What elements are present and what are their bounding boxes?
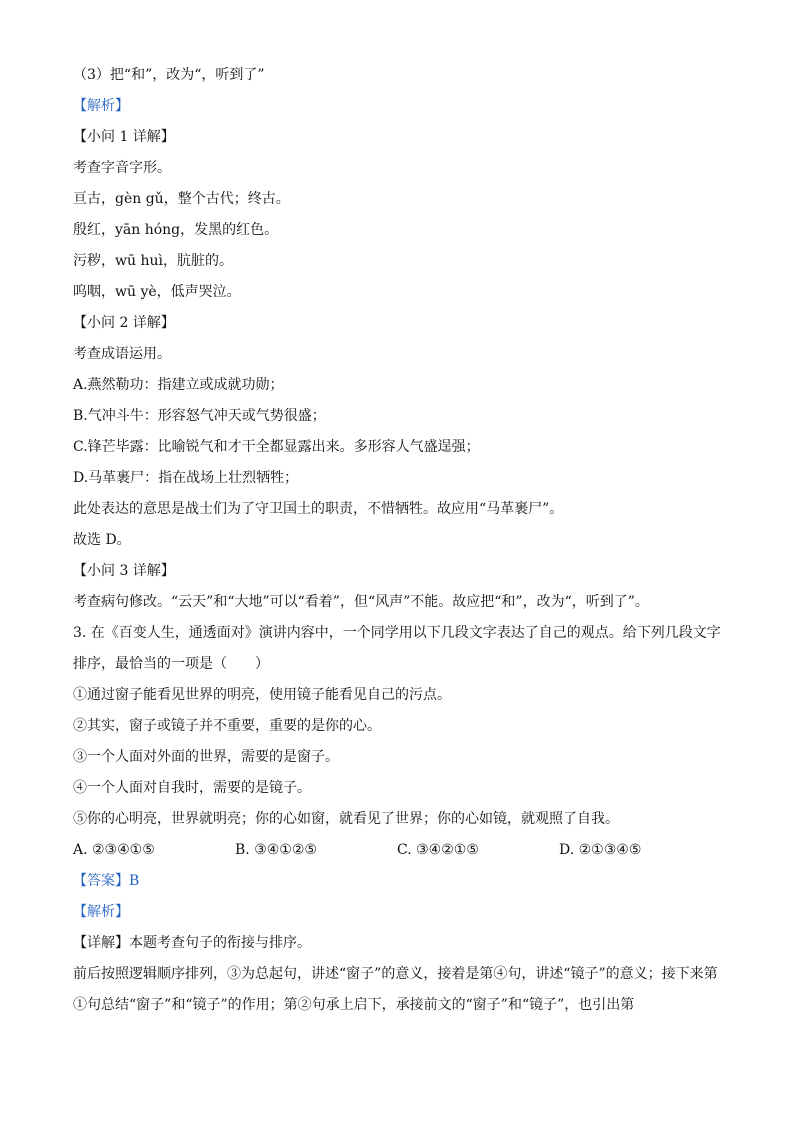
answer-tag: 【答案】B <box>73 873 140 889</box>
option-explanation-c: C.锋芒毕露：比喻锐气和才干全都显露出来。多形容人气盛逞强； <box>73 439 480 455</box>
paragraph: 此处表达的意思是战士们为了守卫国土的职责，不惜牺牲。故应用“马革裹尸”。 <box>73 501 564 517</box>
analysis-tag: 【解析】 <box>73 904 129 920</box>
document-page <box>73 60 721 1021</box>
option-explanation-d: D.马革裹尸：指在战场上壮烈牺牲； <box>73 470 299 486</box>
paragraph: 殷红，yān hóng，发黑的红色。 <box>73 222 279 238</box>
sentence-4: ④一个人面对自我时，需要的是镜子。 <box>73 780 311 796</box>
option-explanation-a: A.燕然勒功：指建立或成就功勋； <box>73 377 284 393</box>
question-3-stem: 3. 在《百变人生，通透面对》演讲内容中，一个同学用以下几段文字表达了自己的观点。给下列几段文字排序，最恰当的一项是（ ） <box>73 625 721 672</box>
detail-heading: 【详解】本题考查句子的衔接与排序。 <box>73 935 311 951</box>
paragraph: 考查成语运用。 <box>73 346 171 362</box>
option-b: B. ③④①②⑤ <box>235 842 317 858</box>
paragraph: 考查字音字形。 <box>73 160 171 176</box>
paragraph: 考查病句修改。“云天”和“大地”可以“看着”，但“风声”不能。故应把“和”，改为“，听到了”。 <box>73 594 649 610</box>
option-explanation-b: B.气冲斗牛：形容怒气冲天或气势很盛； <box>73 408 326 424</box>
sub-question-3-heading: 【小问 3 详解】 <box>73 563 175 579</box>
paragraph: 亘古，gèn gǔ，整个古代；终古。 <box>73 191 290 207</box>
analysis-tag: 【解析】 <box>73 98 129 114</box>
answer-options <box>73 835 721 866</box>
sub-question-1-heading: 【小问 1 详解】 <box>73 129 175 145</box>
sentence-3: ③一个人面对外面的世界，需要的是窗子。 <box>73 749 339 765</box>
option-d: D. ②①③④⑤ <box>559 842 642 858</box>
paragraph: 故选 D。 <box>73 532 131 548</box>
sentence-5: ⑤你的心明亮，世界就明亮；你的心如窗，就看见了世界；你的心如镜，就观照了自我。 <box>73 811 619 827</box>
sentence-1: ①通过窗子能看见世界的明亮，使用镜子能看见自己的污点。 <box>73 687 451 703</box>
option-c: C. ③④②①⑤ <box>397 842 479 858</box>
option-a: A. ②③④①⑤ <box>73 842 155 858</box>
paragraph: 污秽，wū huì，肮脏的。 <box>73 253 233 269</box>
paragraph: 前后按照逻辑顺序排列，③为总起句，讲述“窗子”的意义，接着是第④句，讲述“镜子”的意义；接下来第①句总结“窗子”和“镜子”的作用；第②句承上启下，承接前文的“窗子”和“镜子”，也引出第 <box>73 966 718 1013</box>
paragraph: 呜咽，wū yè，低声哭泣。 <box>73 284 241 300</box>
sentence-2: ②其实，窗子或镜子并不重要，重要的是你的心。 <box>73 718 381 734</box>
sub-question-2-heading: 【小问 2 详解】 <box>73 315 175 331</box>
sub-answer-3: （3）把“和”，改为“，听到了” <box>73 67 265 83</box>
